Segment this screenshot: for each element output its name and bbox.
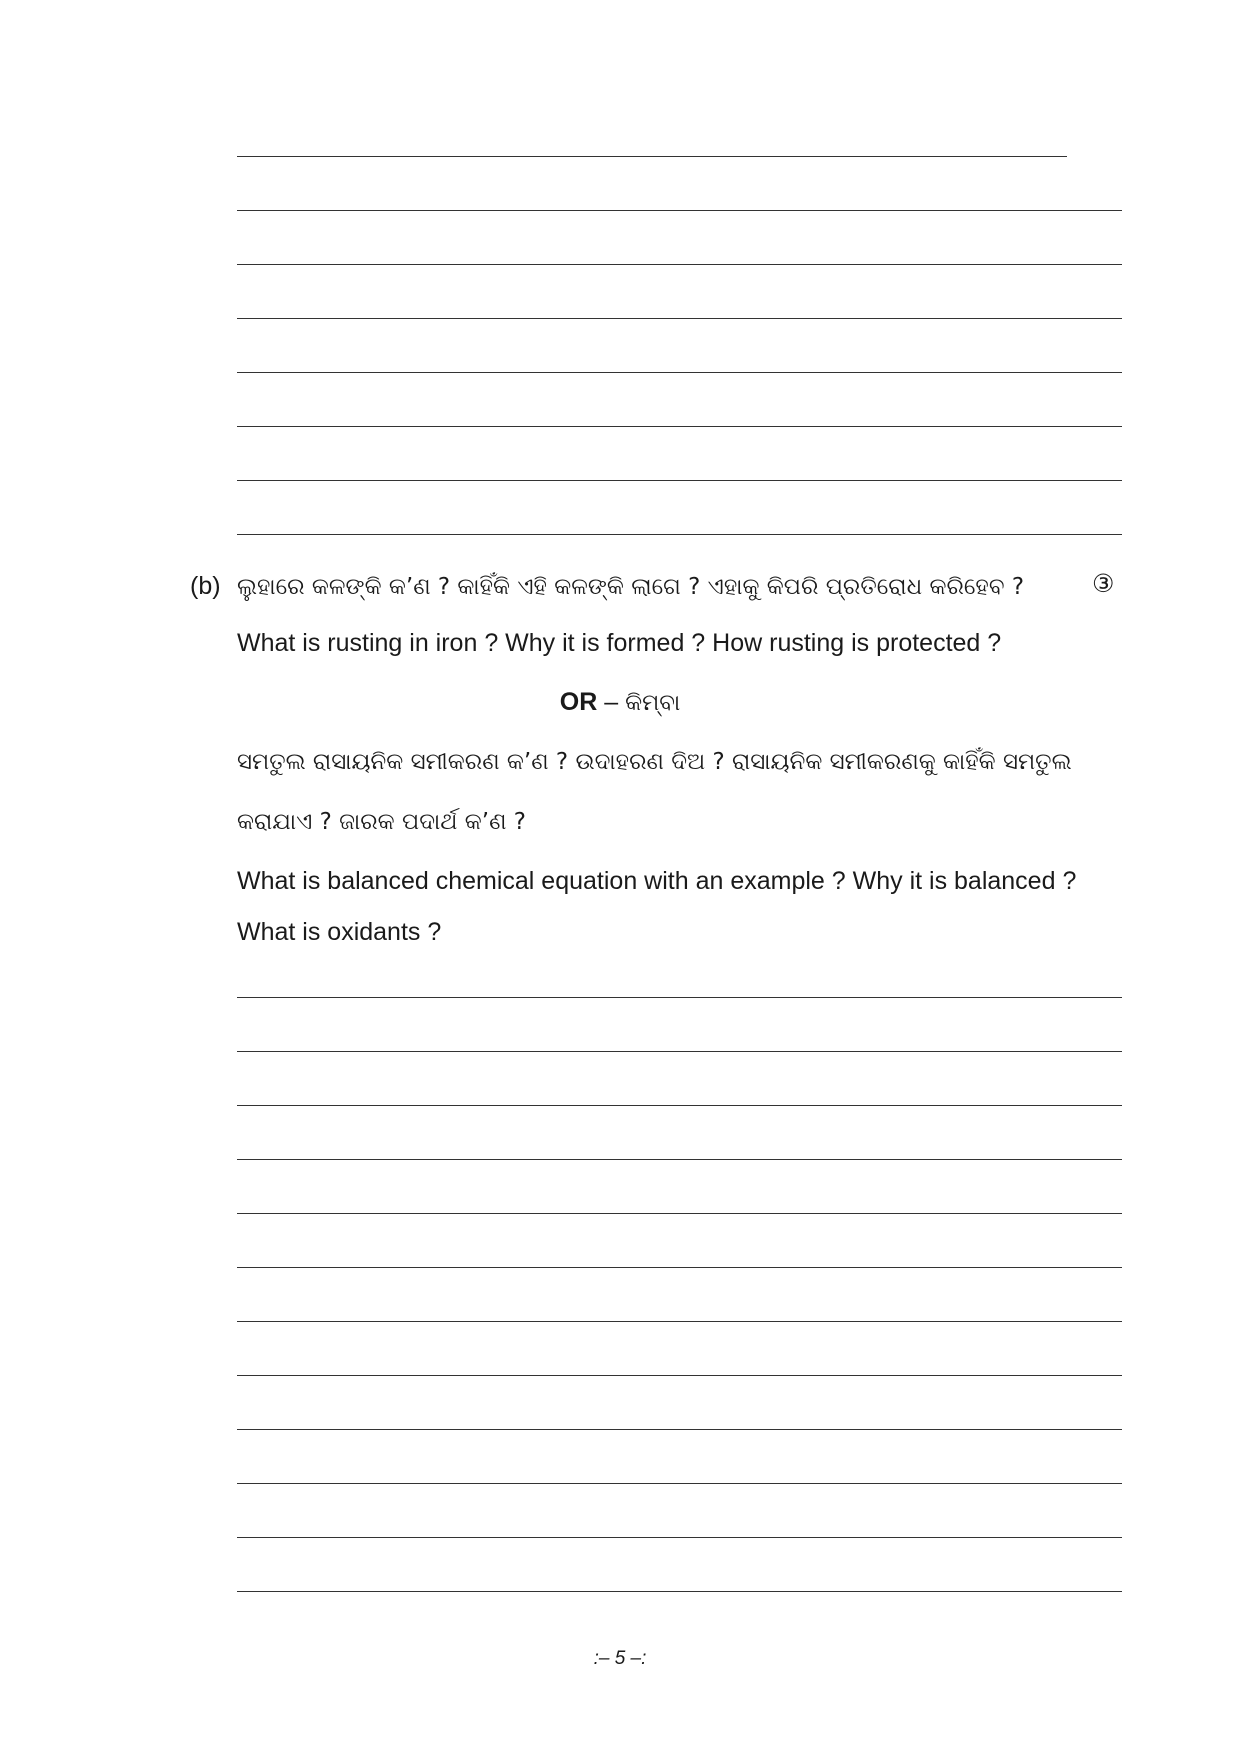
answer-line	[237, 997, 1122, 998]
question-odia-text: ଲୁହାରେ କଳଙ୍କି କ’ଣ ? କାହିଁକି ଏହି କଳଙ୍କି ଲାଗେ ? ଏହାକୁ କିପରି ପ୍ରତିରୋଧ କରିହେବ ?	[237, 574, 1025, 600]
marks-badge: ③	[1092, 570, 1115, 598]
or-separator: –	[604, 688, 619, 716]
answer-line	[237, 1105, 1122, 1106]
answer-line	[237, 1213, 1122, 1214]
answer-line	[237, 1483, 1122, 1484]
question-label: (b)	[190, 572, 221, 600]
answer-line	[237, 426, 1122, 427]
answer-line	[237, 318, 1122, 319]
answer-line	[237, 1321, 1122, 1322]
answer-line	[237, 1537, 1122, 1538]
answer-line	[237, 534, 1122, 535]
answer-line	[237, 1159, 1122, 1160]
answer-line	[237, 210, 1122, 211]
alternative-odia-line-1: ସମତୁଲ ରାସାୟନିକ ସମୀକରଣ କ’ଣ ? ଉଦାହରଣ ଦିଅ ? ରାସାୟନିକ ସମୀକରଣକୁ କାହିଁକି ସମତୁଲ	[237, 749, 1072, 775]
question-english-text: What is rusting in iron ? Why it is formed ? How rusting is protected ?	[237, 629, 1002, 657]
answer-line	[237, 1051, 1122, 1052]
alternative-odia-line-2: କରାଯାଏ ? ଜାରକ ପଦାର୍ଥ କ’ଣ ?	[237, 809, 526, 835]
or-heading	[0, 687, 1240, 718]
page-number: :– 5 –:	[593, 1648, 647, 1669]
answer-line	[237, 1591, 1122, 1592]
alternative-english-line-1: What is balanced chemical equation with an example ? Why it is balanced ?	[237, 867, 1077, 895]
answer-line	[237, 1375, 1122, 1376]
or-label-english: OR	[559, 688, 598, 716]
answer-line	[237, 480, 1122, 481]
answer-line	[237, 1267, 1122, 1268]
answer-line	[237, 1429, 1122, 1430]
answer-line	[237, 264, 1122, 265]
answer-line	[237, 156, 1067, 157]
or-label-odia: କିମ୍ବା	[625, 690, 681, 716]
alternative-english-line-2: What is oxidants ?	[237, 918, 442, 946]
answer-line	[237, 372, 1122, 373]
